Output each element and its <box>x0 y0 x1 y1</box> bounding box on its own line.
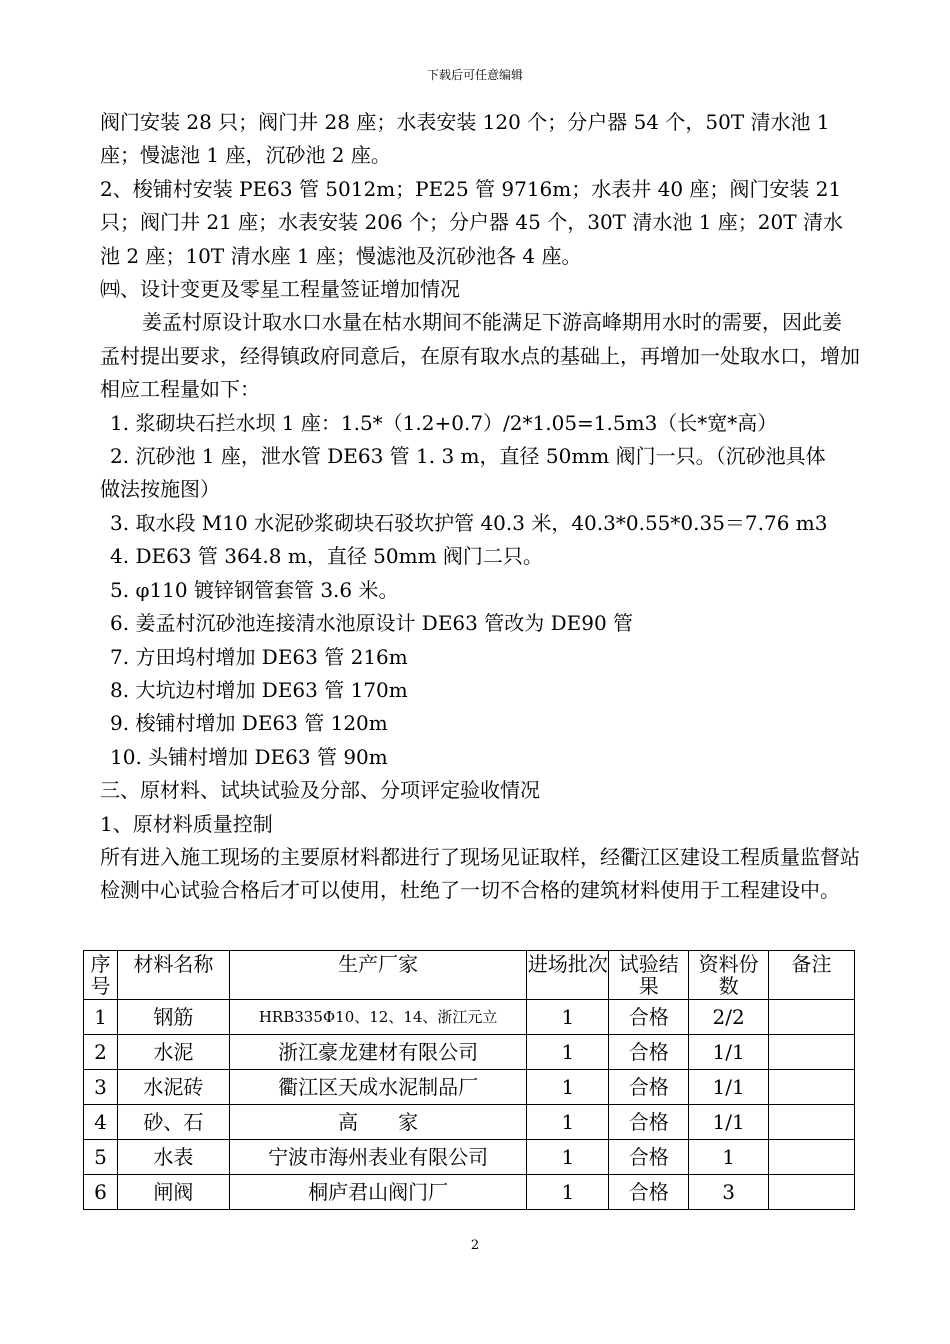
table-cell: 水表 <box>117 1140 229 1175</box>
table-cell: 1 <box>527 1105 609 1140</box>
list-item: 10. 头铺村增加 DE63 管 90m <box>110 744 388 769</box>
table-cell: 水泥 <box>117 1035 229 1070</box>
list-item: 6. 姜孟村沉砂池连接清水池原设计 DE63 管改为 DE90 管 <box>110 611 634 636</box>
section-heading: 三、原材料、试块试验及分部、分项评定验收情况 <box>100 778 540 803</box>
list-item: 3. 取水段 M10 水泥砂浆砌块石驳坎护管 40.3 米，40.3*0.55*0.35＝7.76 m3 <box>110 510 828 535</box>
table-cell <box>769 1105 855 1140</box>
table-cell: 1 <box>527 1000 609 1035</box>
table-cell <box>769 1140 855 1175</box>
table-cell: 1 <box>84 1000 118 1035</box>
table-row <box>84 1035 855 1070</box>
table-cell: 3 <box>84 1070 118 1105</box>
table-cell: 合格 <box>609 1070 689 1105</box>
list-item: 1. 浆砌块石拦水坝 1 座：1.5*（1.2+0.7）/2*1.05=1.5m3（长*宽*高） <box>110 410 778 435</box>
table-cell: 1/1 <box>689 1070 769 1105</box>
table-cell <box>769 1070 855 1105</box>
section-heading: ㈣、设计变更及零星工程量签证增加情况 <box>100 277 460 302</box>
paragraph: 所有进入施工现场的主要原材料都进行了现场见证取样，经衢江区建设工程质量监督站检测中心试验合格后才可以使用，杜绝了一切不合格的建筑材料使用于工程建设中。 <box>100 844 860 903</box>
paragraph: 2、梭铺村安装 PE63 管 5012m；PE25 管 9716m；水表井 40 座；阀门安装 21 只；阀门井 21 座；水表安装 206 个；分户器 45 个，30T 清水池 1 座；20T 清水池 2 座；10T 清水座 1 座；慢滤池及沉砂池各 4 座。 <box>100 176 843 268</box>
table-cell: 5 <box>84 1140 118 1175</box>
list-item: 8. 大坑边村增加 DE63 管 170m <box>110 677 408 702</box>
table-row <box>84 1000 855 1035</box>
header-cell: 材料名称 <box>117 951 229 1000</box>
table-cell: 合格 <box>609 1000 689 1035</box>
header-cell: 序号 <box>84 951 118 1000</box>
page-number: 2 <box>470 1238 480 1253</box>
table-cell: 宁波市海州表业有限公司 <box>229 1140 527 1175</box>
table-cell: 闸阀 <box>117 1175 229 1210</box>
table-row <box>84 1140 855 1175</box>
table-cell: 钢筋 <box>117 1000 229 1035</box>
table-cell: 合格 <box>609 1035 689 1070</box>
table-cell: 合格 <box>609 1175 689 1210</box>
table-cell: HRB335Φ10、12、14、浙江元立 <box>229 1000 527 1035</box>
list-item: 7. 方田坞村增加 DE63 管 216m <box>110 644 408 669</box>
table-cell: 1 <box>527 1035 609 1070</box>
table-cell: 2 <box>84 1035 118 1070</box>
table-header-row <box>84 951 855 1000</box>
list-item: 5. φ110 镀锌钢管套管 3.6 米。 <box>110 577 399 602</box>
table-cell: 浙江豪龙建材有限公司 <box>229 1035 527 1070</box>
header-cell: 试验结果 <box>609 951 689 1000</box>
table-cell <box>769 1035 855 1070</box>
table-cell: 4 <box>84 1105 118 1140</box>
table-cell: 桐庐君山阀门厂 <box>229 1175 527 1210</box>
table-cell <box>769 1175 855 1210</box>
table-cell: 1 <box>527 1175 609 1210</box>
table-cell: 1/1 <box>689 1035 769 1070</box>
table-cell: 合格 <box>609 1105 689 1140</box>
table-cell: 高 家 <box>229 1105 527 1140</box>
header-cell: 进场批次 <box>527 951 609 1000</box>
table-cell: 6 <box>84 1175 118 1210</box>
list-item: 2. 沉砂池 1 座，泄水管 DE63 管 1. 3 m，直径 50mm 阀门一只。（沉砂池具体 <box>110 444 826 469</box>
table-cell: 3 <box>689 1175 769 1210</box>
subsection-heading: 1、原材料质量控制 <box>100 811 273 836</box>
header-cell: 生产厂家 <box>229 951 527 1000</box>
table-cell: 衢江区天成水泥制品厂 <box>229 1070 527 1105</box>
header-cell: 资料份数 <box>689 951 769 1000</box>
table-row <box>84 1070 855 1105</box>
table-cell: 砂、石 <box>117 1105 229 1140</box>
table-cell: 1 <box>527 1070 609 1105</box>
list-item: 4. DE63 管 364.8 m，直径 50mm 阀门二只。 <box>110 544 543 569</box>
table-cell: 1 <box>527 1140 609 1175</box>
table-cell: 2/2 <box>689 1000 769 1035</box>
table-cell <box>769 1000 855 1035</box>
list-item: 9. 梭铺村增加 DE63 管 120m <box>110 711 388 736</box>
table-row <box>84 1175 855 1210</box>
paragraph: 姜孟村原设计取水口水量在枯水期间不能满足下游高峰期用水时的需要，因此姜孟村提出要求，经得镇政府同意后，在原有取水点的基础上，再增加一处取水口，增加相应工程量如下： <box>100 310 860 402</box>
materials-table <box>83 950 855 1210</box>
table-cell: 水泥砖 <box>117 1070 229 1105</box>
table-cell: 1 <box>689 1140 769 1175</box>
list-item-continuation: 做法按施图） <box>100 477 220 502</box>
table-row <box>84 1105 855 1140</box>
table-cell: 合格 <box>609 1140 689 1175</box>
page-header: 下载后可任意编辑 <box>426 68 523 82</box>
header-cell: 备注 <box>769 951 855 1000</box>
table-cell: 1/1 <box>689 1105 769 1140</box>
paragraph: 阀门安装 28 只；阀门井 28 座；水表安装 120 个；分户器 54 个，50T 清水池 1 座；慢滤池 1 座，沉砂池 2 座。 <box>100 110 830 168</box>
document-body <box>100 106 860 908</box>
